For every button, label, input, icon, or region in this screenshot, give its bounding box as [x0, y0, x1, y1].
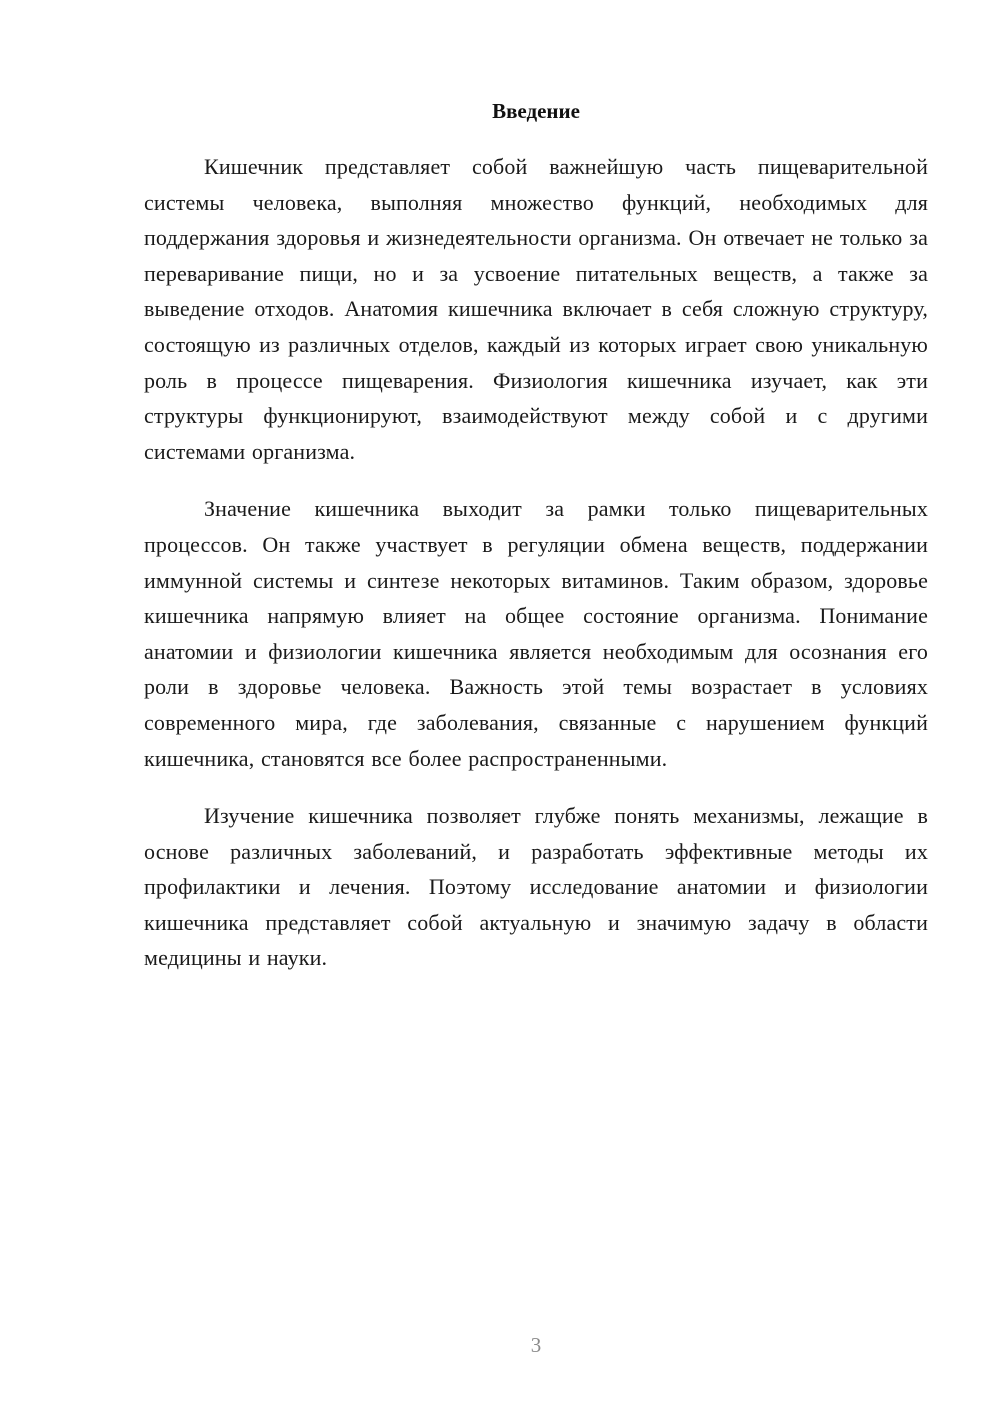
paragraph-3: Изучение кишечника позволяет глубже понять механизмы, лежащие в основе различных заболеваний, и разработать эффективные методы их профилактики и лечения. Поэтому исследование анатомии и физиологии кишечника представляет собой актуальную и значимую задачу в области медицины и науки.: [144, 803, 928, 971]
page-title: Введение: [492, 99, 580, 123]
page-number: 3: [530, 1333, 542, 1357]
document-body: [144, 95, 928, 998]
paragraph-2: Значение кишечника выходит за рамки только пищеварительных процессов. Он также участвует в регуляции обмена веществ, поддержании иммунной системы и синтезе некоторых витаминов. Таким образом, здоровье кишечника напрямую влияет на общее состояние организма. Понимание анатомии и физиологии кишечника является необходимым для осознания его роли в здоровье человека. Важность этой темы возрастает в условиях современного мира, где заболевания, связанные с нарушением функций кишечника, становятся все более распространенными.: [144, 496, 928, 771]
paragraph-1: Кишечник представляет собой важнейшую часть пищеварительной системы человека, выполняя множество функций, необходимых для поддержания здоровья и жизнедеятельности организма. Он отвечает не только за переваривание пищи, но и за усвоение питательных веществ, а также за выведение отходов. Анатомия кишечника включает в себя сложную структуру, состоящую из различных отделов, каждый из которых играет свою уникальную роль в процессе пищеварения. Физиология кишечника изучает, как эти структуры функционируют, взаимодействуют между собой и с другими системами организма.: [144, 154, 928, 464]
